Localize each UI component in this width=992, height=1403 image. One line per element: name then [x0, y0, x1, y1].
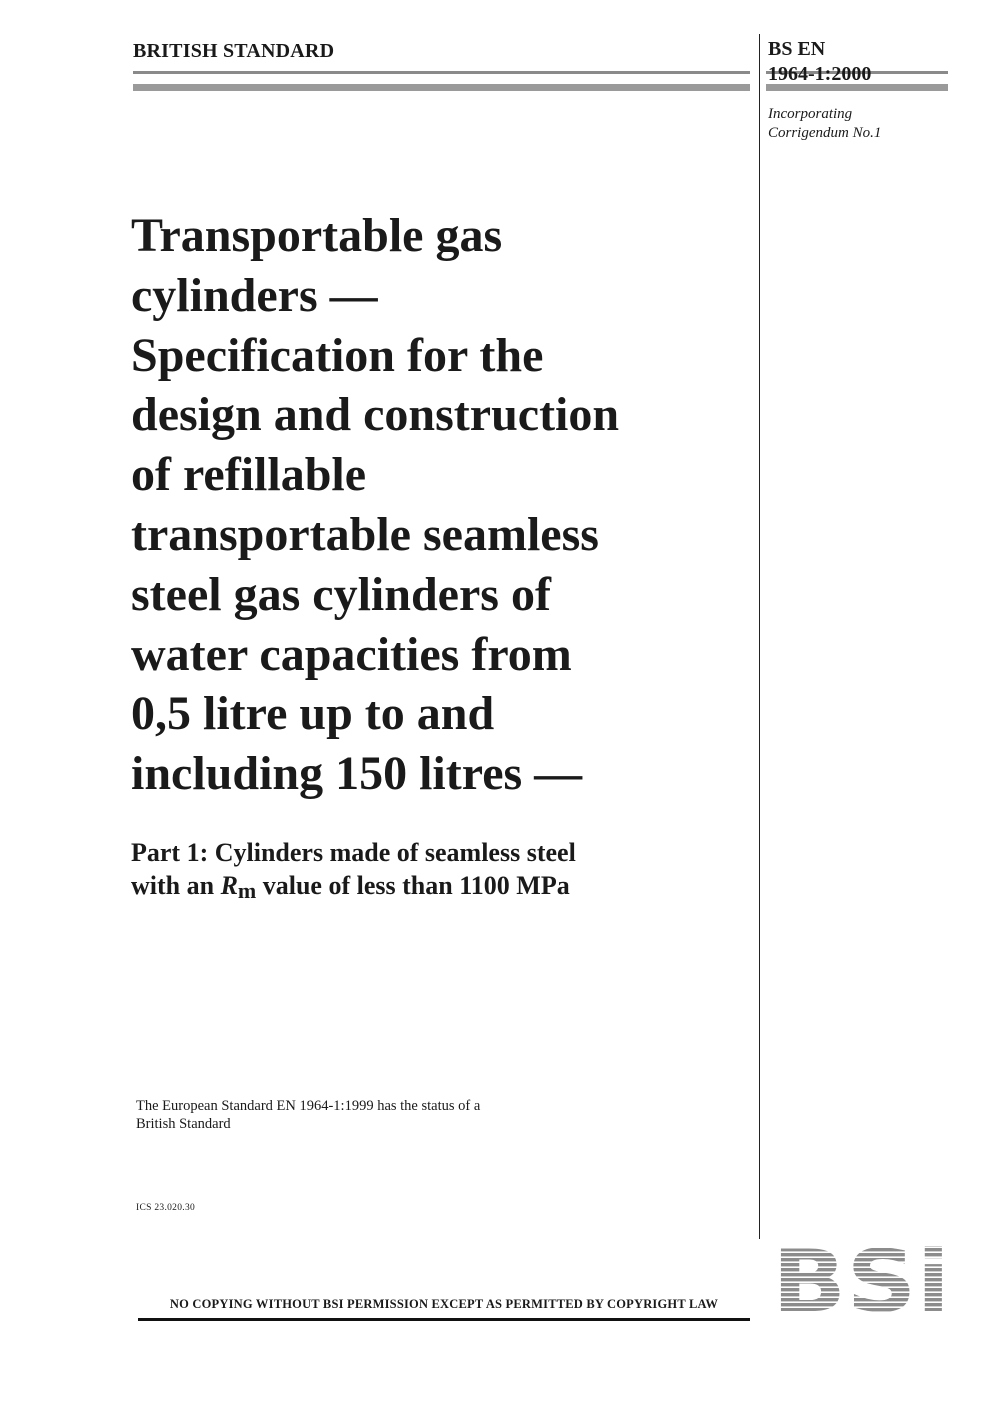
corrigendum-line2: Corrigendum No.1 [768, 125, 882, 141]
subtitle-line2 [131, 869, 751, 903]
subtitle-line1: Part 1: Cylinders made of seamless steel [131, 838, 576, 867]
standard-type-label: BRITISH STANDARD [133, 40, 335, 62]
title-line: of refillable [131, 448, 367, 502]
rm-subscript: m [237, 878, 257, 903]
rm-symbol: R [220, 871, 238, 900]
header-rule-thick [133, 84, 750, 91]
title-line: Transportable gas [131, 209, 503, 262]
title-line: including 150 litres — [131, 747, 583, 801]
title-line: design and construction [131, 388, 620, 442]
document-subtitle [131, 836, 751, 903]
standard-number-line2: 1964-1:2000 [768, 63, 872, 85]
header-rule-thin [133, 71, 750, 74]
title-line: cylinders — [131, 268, 378, 322]
bsi-logo [772, 1243, 950, 1315]
status-line1: The European Standard EN 1964-1:1999 has the status of a [136, 1098, 481, 1114]
ics-code: ICS 23.020.30 [136, 1203, 196, 1213]
vertical-divider [759, 34, 760, 1239]
subtitle-line2-pre: with an [131, 871, 221, 900]
title-line: Specification for the [131, 328, 544, 382]
document-title [131, 206, 746, 804]
title-line: 0,5 litre up to and [131, 687, 495, 741]
title-line: water capacities from [131, 627, 572, 681]
corrigendum-line1: Incorporating [768, 106, 853, 122]
status-statement [136, 1097, 576, 1133]
title-line: steel gas cylinders of [131, 567, 551, 621]
status-line2: British Standard [136, 1116, 231, 1132]
standard-number [768, 37, 948, 87]
corrigendum-note [768, 105, 948, 143]
copyright-notice: NO COPYING WITHOUT BSI PERMISSION EXCEPT AS PERMITTED BY COPYRIGHT LAW [169, 1297, 719, 1311]
standard-number-line1: BS EN [768, 38, 826, 60]
title-line: transportable seamless [131, 507, 599, 561]
footer-rule [138, 1318, 750, 1321]
subtitle-line2-post: value of less than 1100 MPa [256, 871, 570, 900]
